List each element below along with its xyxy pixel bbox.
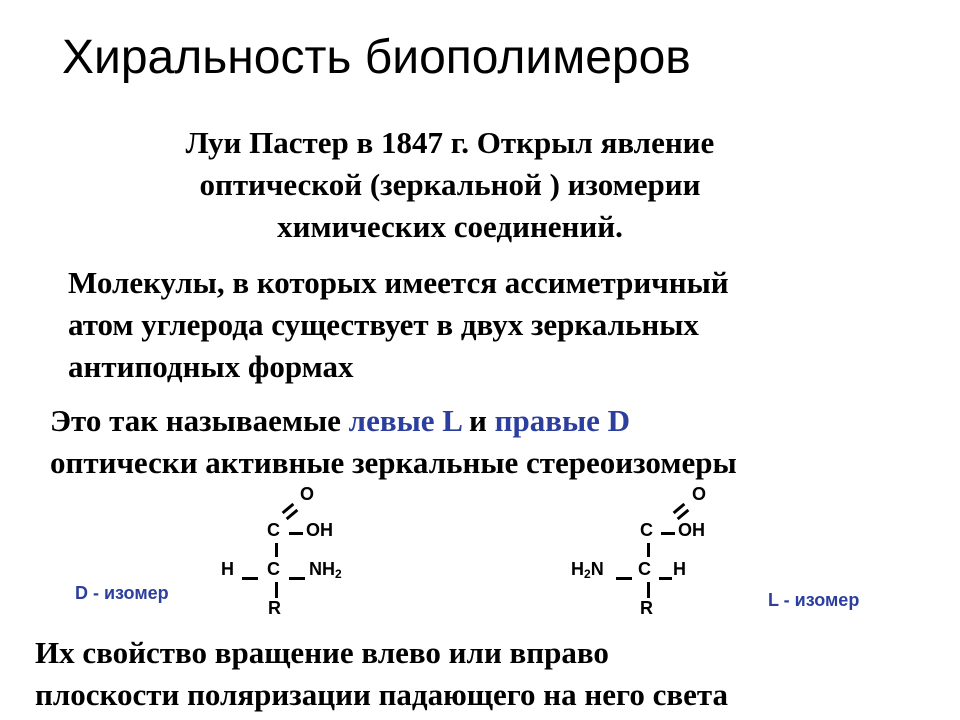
l-bond-c-oh: [661, 532, 675, 535]
rotation-line-2: плоскости поляризации падающего на него света: [35, 677, 728, 712]
intro-line-3: химических соединений.: [277, 209, 623, 244]
stereoisomers-paragraph: [50, 400, 737, 484]
l-bond-c-h: [659, 577, 672, 580]
molecules-line-2: атом углерода существует в двух зеркальных: [68, 307, 699, 342]
l-radical: R: [640, 598, 653, 618]
molecules-line-1: Молекулы, в которых имеется ассиметричный: [68, 265, 729, 300]
l-isomer-label: L - изомер: [768, 590, 860, 610]
d-bond-vertical-top: [275, 543, 278, 557]
l-hydrogen: H: [673, 559, 686, 579]
d-amino-sub: 2: [335, 567, 342, 581]
d-isomer-label: D - изомер: [75, 583, 169, 603]
rotation-paragraph: [35, 632, 728, 716]
molecules-paragraph: [68, 262, 729, 388]
l-amino-h: H: [571, 559, 584, 579]
slide-title: Хиральность биополимеров: [62, 31, 691, 84]
stereo-text-2: и: [461, 403, 495, 438]
right-word: правые D: [494, 403, 631, 438]
left-word: левые L: [348, 403, 462, 438]
l-amino-n: N: [590, 559, 604, 579]
d-bond-h-c: [242, 577, 258, 580]
l-hydroxyl: OH: [678, 520, 705, 540]
d-carbon-top: C: [267, 520, 280, 540]
d-radical: R: [268, 598, 281, 618]
l-carbon-top: C: [640, 520, 653, 540]
molecules-line-3: антиподных формах: [68, 349, 354, 384]
d-carbon-mid: C: [267, 559, 280, 579]
d-bond-c-nh2: [289, 577, 305, 580]
d-bond-vertical-bottom: [275, 582, 278, 598]
l-amino: [571, 559, 604, 579]
l-bond-nh2-c: [616, 577, 632, 580]
l-carbon-mid: C: [638, 559, 651, 579]
d-hydrogen: H: [221, 559, 234, 579]
intro-paragraph: [0, 122, 900, 248]
d-oxygen: O: [300, 484, 315, 504]
stereo-line-1: [50, 400, 737, 442]
intro-line-2: оптической (зеркальной ) изомерии: [199, 167, 701, 202]
d-bond-c-oh: [289, 532, 303, 535]
d-amino-text: NH: [309, 559, 335, 579]
stereo-line-2: оптически активные зеркальные стереоизомеры: [50, 445, 737, 480]
l-amino-sub: 2: [584, 567, 591, 581]
rotation-line-1: Их свойство вращение влево или вправо: [35, 635, 609, 670]
l-oxygen: O: [692, 484, 707, 504]
d-hydroxyl: OH: [306, 520, 333, 540]
stereo-text-1: Это так называемые: [50, 403, 349, 438]
d-amino: [309, 559, 342, 579]
l-bond-vertical-top: [647, 543, 650, 557]
l-bond-vertical-bottom: [647, 582, 650, 598]
intro-line-1: Луи Пастер в 1847 г. Открыл явление: [185, 125, 715, 160]
